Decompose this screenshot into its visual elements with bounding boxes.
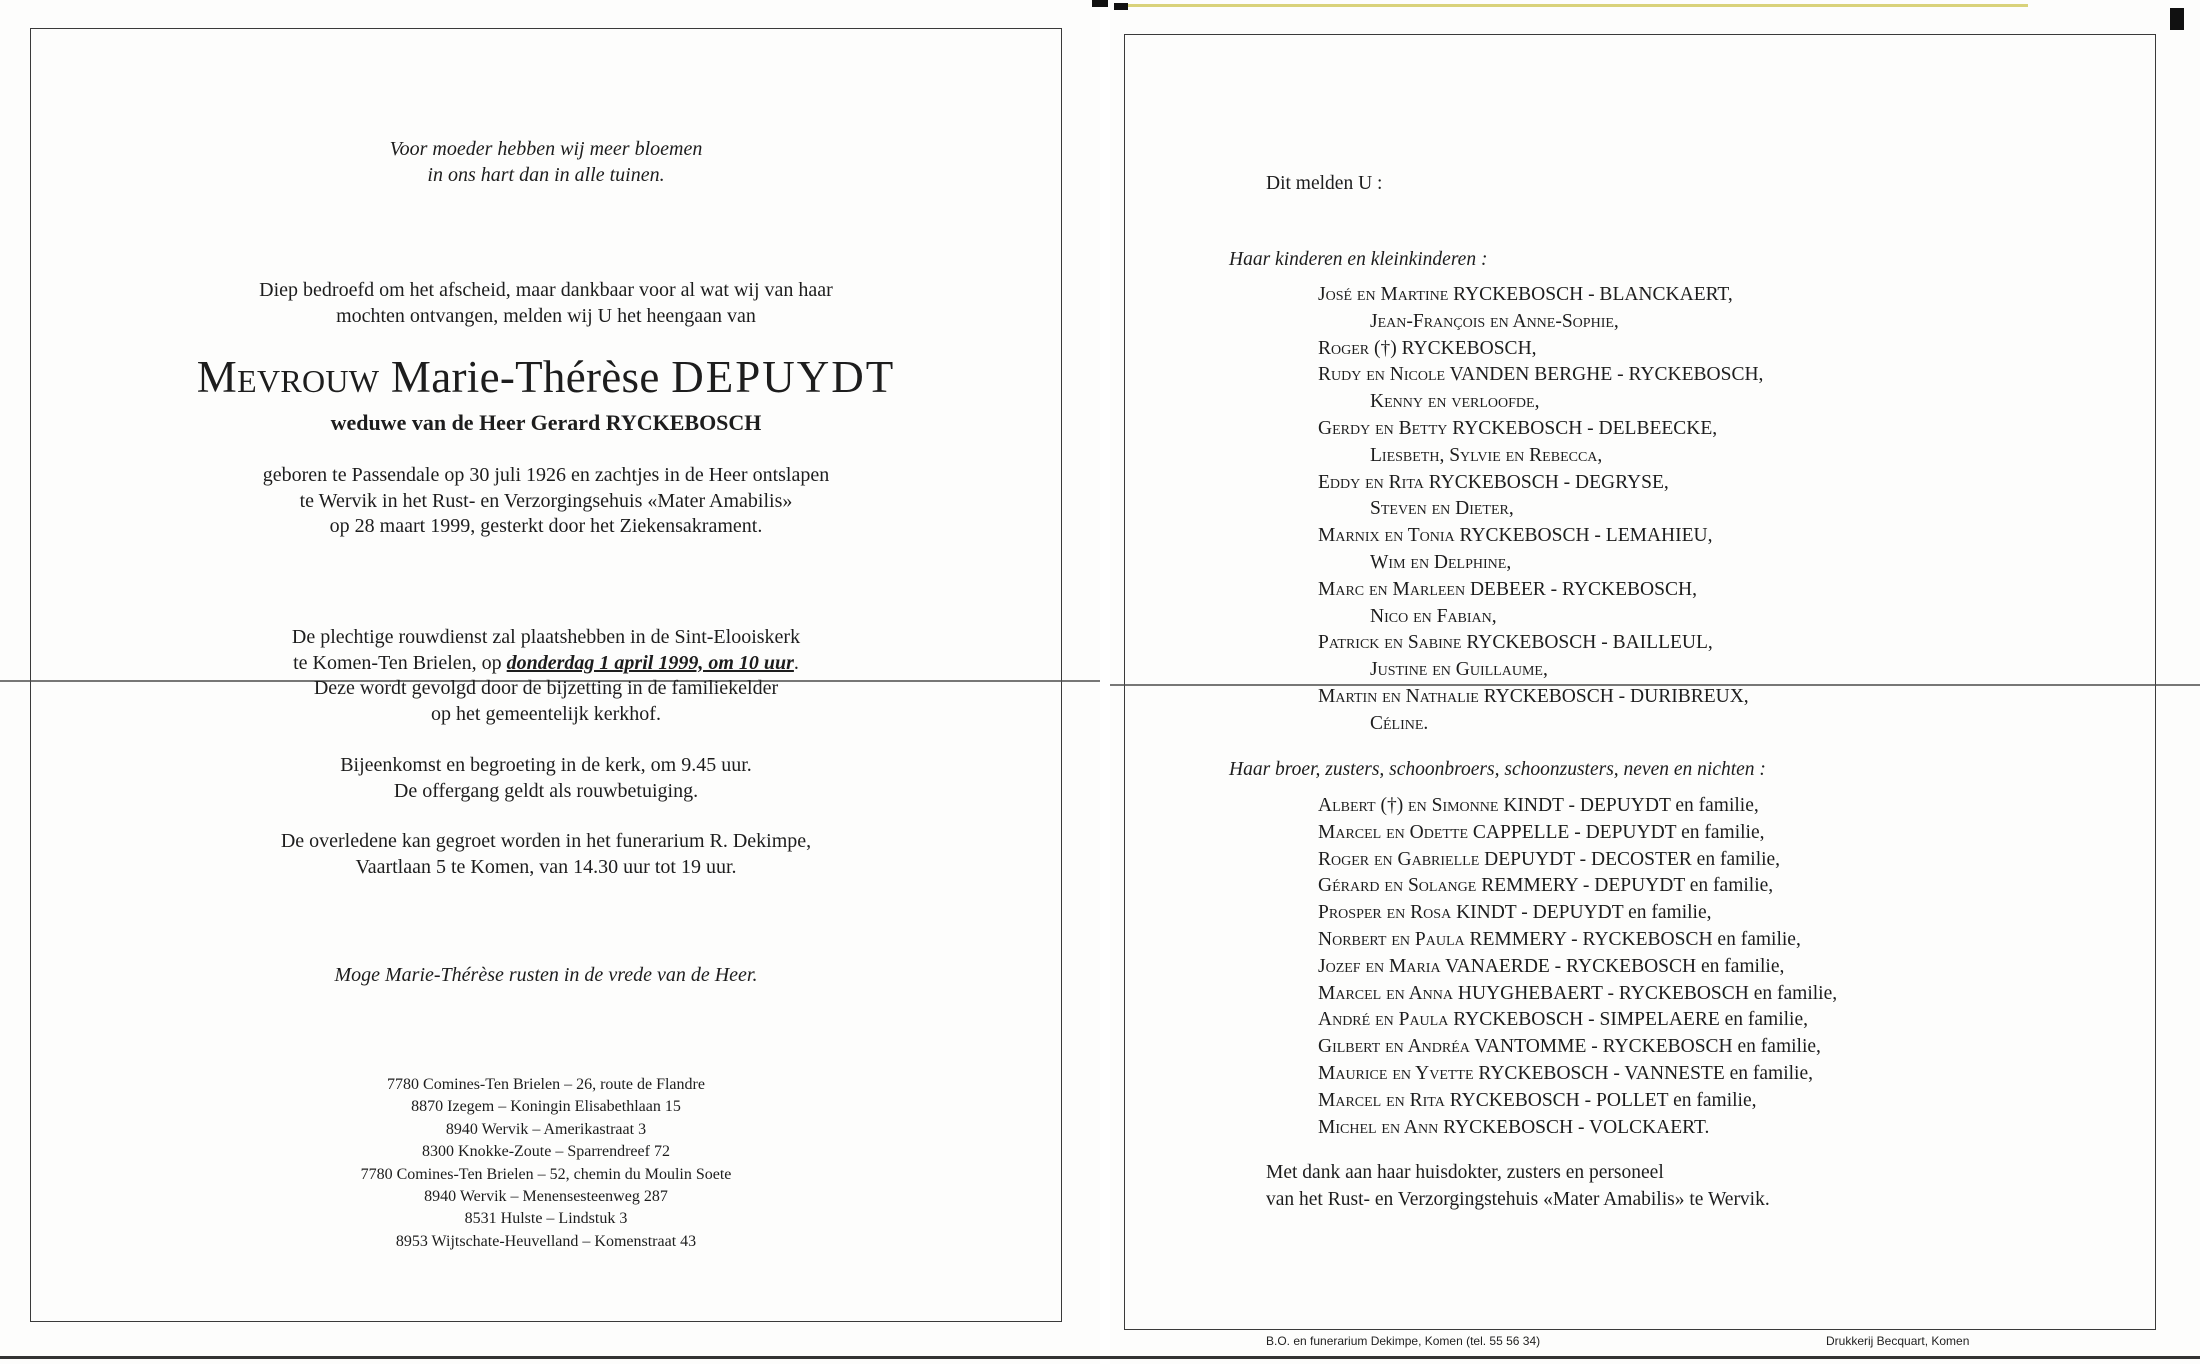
- first-names: Justine en Guillaume,: [1370, 659, 1548, 681]
- first-names: Marc en Marleen: [1318, 578, 1466, 600]
- first-names: Kenny en verloofde,: [1370, 391, 1540, 413]
- family-line: [1318, 630, 1763, 657]
- grandchildren-line: [1318, 550, 1763, 577]
- family-line: [1318, 282, 1763, 309]
- family-line: [1318, 336, 1763, 363]
- first-names: Marcel en Rita: [1318, 1089, 1445, 1111]
- family-line: [1318, 470, 1763, 497]
- first-names: Steven en Dieter,: [1370, 498, 1514, 520]
- family-line: [1318, 684, 1763, 711]
- thanks-line: van het Rust- en Verzorgingstehuis «Mater Amabilis» te Wervik.: [1266, 1188, 1770, 1210]
- surnames: RYCKEBOSCH - DELBEECKE,: [1447, 417, 1718, 439]
- first-names: Marcel en Odette: [1318, 821, 1469, 843]
- widow-of-text: weduwe van de Heer Gerard RYCKEBOSCH: [330, 410, 762, 435]
- first-names: Marnix en Tonia: [1318, 525, 1455, 547]
- funeral-director-note: B.O. en funerarium Dekimpe, Komen (tel. 55 56 34): [1266, 1334, 1541, 1348]
- surnames: RYCKEBOSCH - LEMAHIEU,: [1454, 525, 1713, 547]
- grandchildren-line: [1318, 604, 1763, 631]
- funerarium-text: [30, 829, 1062, 880]
- first-names: André en Paula: [1318, 1009, 1449, 1031]
- surnames: RYCKEBOSCH - BAILLEUL,: [1461, 632, 1713, 654]
- printer-note: Drukkerij Becquart, Komen: [1826, 1334, 1970, 1348]
- family-line: [1318, 577, 1763, 604]
- first-names: Wim en Delphine,: [1370, 551, 1512, 573]
- first-names: Patrick en Sabine: [1318, 632, 1462, 654]
- first-names: Gilbert en Andréa: [1318, 1036, 1470, 1058]
- gathering-text: [30, 753, 1062, 804]
- address-line: 8940 Wervik – Amerikastraat 3: [445, 1120, 647, 1138]
- thanks-text: [1266, 1160, 1770, 1214]
- family-line: [1318, 1061, 1837, 1088]
- grandchildren-line: [1318, 496, 1763, 523]
- thanks-line: Met dank aan haar huisdokter, zusters en personeel: [1266, 1162, 1664, 1183]
- family-line: [1318, 847, 1837, 874]
- first-names: Nico en Fabian,: [1370, 605, 1497, 627]
- closing-line: Moge Marie-Thérèse rusten in de vrede van de Heer.: [334, 964, 758, 986]
- first-names: Roger: [1318, 337, 1370, 359]
- family-addresses: [30, 1074, 1062, 1253]
- grandchildren-line: [1318, 389, 1763, 416]
- children-heading-text: Haar kinderen en kleinkinderen :: [1229, 249, 1488, 270]
- family-line: [1318, 362, 1763, 389]
- scan-edge-mark: [1092, 0, 1108, 7]
- service-line: De plechtige rouwdienst zal plaatshebben in de Sint-Elooiskerk: [291, 626, 801, 648]
- intro-text: [30, 278, 1062, 329]
- address-line: 7780 Comines-Ten Brielen – 52, chemin du Moulin Soete: [360, 1165, 732, 1183]
- family-line: [1318, 820, 1837, 847]
- funeral-service: [30, 625, 1062, 727]
- first-names: Roger en Gabrielle: [1318, 848, 1480, 870]
- service-date-time: donderdag 1 april 1999, om 10 uur: [506, 651, 794, 674]
- address-line: 8870 Izegem – Koningin Elisabethlaan 15: [411, 1098, 681, 1116]
- service-place: te Komen-Ten Brielen, op: [293, 651, 507, 674]
- scan-edge-mark-right: [1114, 3, 1128, 10]
- surnames: RYCKEBOSCH - BLANCKAERT,: [1448, 284, 1733, 305]
- announcement: [1266, 171, 1382, 198]
- siblings-heading-text: Haar broer, zusters, schoonbroers, schoonzusters, neven en nichten :: [1229, 759, 1766, 780]
- name-title: Mevrouw: [196, 352, 380, 402]
- family-line: [1318, 900, 1837, 927]
- first-names: Gerdy en Betty: [1318, 417, 1448, 439]
- closing-prayer: [30, 963, 1062, 989]
- scan-edge-highlight: [1128, 4, 2028, 7]
- service-line: op het gemeentelijk kerkhof.: [431, 702, 661, 725]
- surnames: DEBEER - RYCKEBOSCH,: [1465, 578, 1697, 600]
- funerarium-line: Vaartlaan 5 te Komen, van 14.30 uur tot 19 uur.: [355, 855, 737, 878]
- family-line: [1318, 1007, 1837, 1034]
- family-line: [1318, 1088, 1837, 1115]
- first-names: Jozef en Maria: [1318, 955, 1441, 977]
- surnames: REMMERY - RYCKEBOSCH en familie,: [1464, 928, 1801, 950]
- surnames: VANDEN BERGHE - RYCKEBOSCH,: [1445, 364, 1764, 386]
- address-line: 8531 Hulste – Lindstuk 3: [464, 1210, 628, 1228]
- address-line: 8300 Knokke-Zoute – Sparrendreef 72: [422, 1143, 670, 1161]
- service-line: [30, 651, 1062, 677]
- surnames: KINDT - DEPUYDT en familie,: [1451, 902, 1712, 924]
- siblings-list: [1318, 793, 1837, 1141]
- first-names: Prosper en Rosa: [1318, 902, 1452, 924]
- name-given: Marie-Thérèse: [390, 352, 660, 402]
- children-heading: [1229, 247, 1487, 274]
- first-names: Eddy en Rita: [1318, 471, 1424, 493]
- service-line: Deze wordt gevolgd door de bijzetting in de familiekelder: [313, 677, 779, 699]
- scan-bottom-edge: [0, 1356, 2200, 1359]
- grandchildren-line: [1318, 657, 1763, 684]
- family-line: [1318, 793, 1837, 820]
- surnames: KINDT - DEPUYDT en familie,: [1498, 795, 1759, 816]
- grandchildren-line: [1318, 711, 1763, 738]
- surnames: VANAERDE - RYCKEBOSCH en familie,: [1440, 955, 1785, 977]
- birth-death-text: [30, 463, 1062, 540]
- poem-line: Voor moeder hebben wij meer bloemen: [389, 138, 703, 160]
- children-list: [1318, 282, 1763, 738]
- first-names: José en Martine: [1318, 284, 1449, 305]
- family-line: [1318, 1115, 1837, 1142]
- address-line: 7780 Comines-Ten Brielen – 26, route de Flandre: [387, 1076, 705, 1093]
- surnames: RYCKEBOSCH - VANNESTE en familie,: [1473, 1062, 1813, 1084]
- first-names: Jean-François en Anne-Sophie,: [1370, 310, 1619, 332]
- surnames: RYCKEBOSCH - SIMPELAERE en familie,: [1448, 1009, 1809, 1031]
- surnames: RYCKEBOSCH - DURIBREUX,: [1478, 685, 1749, 707]
- first-names: Liesbeth, Sylvie en Rebecca,: [1370, 444, 1603, 466]
- surnames: RYCKEBOSCH - DEGRYSE,: [1423, 471, 1669, 493]
- grandchildren-line: [1318, 309, 1763, 336]
- intro-line: mochten ontvangen, melden wij U het heengaan van: [336, 304, 756, 327]
- first-names: Albert (†) en Simonne: [1318, 795, 1499, 816]
- first-names: Martin en Nathalie: [1318, 685, 1479, 707]
- poem: [30, 137, 1062, 188]
- surnames: (†) RYCKEBOSCH,: [1369, 337, 1537, 359]
- surnames: HUYGHEBAERT - RYCKEBOSCH en familie,: [1452, 982, 1838, 1004]
- deceased-name: [30, 350, 1062, 404]
- service-period: .: [793, 651, 799, 674]
- surnames: CAPPELLE - DEPUYDT en familie,: [1468, 821, 1765, 843]
- gathering-line: De offergang geldt als rouwbetuiging.: [393, 779, 699, 802]
- intro-line: Diep bedroefd om het afscheid, maar dankbaar voor al wat wij van haar: [259, 279, 833, 301]
- announcement-line: Dit melden U :: [1266, 173, 1383, 194]
- address-line: 8940 Wervik – Menensesteenweg 287: [424, 1188, 668, 1206]
- birth-death-line: geboren te Passendale op 30 juli 1926 en zachtjes in de Heer ontslapen: [262, 464, 830, 486]
- funerarium-line: De overledene kan gegroet worden in het funerarium R. Dekimpe,: [280, 830, 812, 852]
- siblings-heading: [1229, 757, 1766, 784]
- first-names: Céline.: [1370, 712, 1429, 734]
- gathering-line: Bijeenkomst en begroeting in de kerk, om 9.45 uur.: [340, 754, 752, 776]
- first-names: Marcel en Anna: [1318, 982, 1453, 1004]
- name-surname: DEPUYDT: [671, 352, 896, 402]
- surnames: RYCKEBOSCH - VOLCKAERT.: [1438, 1116, 1710, 1138]
- family-line: [1318, 981, 1837, 1008]
- poem-line: in ons hart dan in alle tuinen.: [427, 163, 665, 186]
- surnames: DEPUYDT - DECOSTER en familie,: [1479, 848, 1781, 870]
- birth-death-line: te Wervik in het Rust- en Verzorgingsehuis «Mater Amabilis»: [299, 489, 793, 512]
- scan-corner-mark: [2170, 8, 2184, 30]
- family-line: [1318, 416, 1763, 443]
- surnames: REMMERY - DEPUYDT en familie,: [1476, 875, 1774, 897]
- first-names: Rudy en Nicole: [1318, 364, 1446, 386]
- family-line: [1318, 954, 1837, 981]
- address-line: 8953 Wijtschate-Heuvelland – Komenstraat 43: [395, 1232, 697, 1250]
- family-line: [1318, 873, 1837, 900]
- surnames: RYCKEBOSCH - POLLET en familie,: [1444, 1089, 1757, 1111]
- birth-death-line: op 28 maart 1999, gesterkt door het Ziekensakrament.: [329, 515, 763, 537]
- first-names: Maurice en Yvette: [1318, 1062, 1474, 1084]
- surnames: VANTOMME - RYCKEBOSCH en familie,: [1469, 1036, 1821, 1058]
- family-line: [1318, 523, 1763, 550]
- family-line: [1318, 1034, 1837, 1061]
- first-names: Gérard en Solange: [1318, 875, 1477, 897]
- family-line: [1318, 927, 1837, 954]
- widow-of: [30, 408, 1062, 438]
- grandchildren-line: [1318, 443, 1763, 470]
- page-gutter: [1100, 0, 1110, 1364]
- first-names: Michel en Ann: [1318, 1116, 1439, 1138]
- first-names: Norbert en Paula: [1318, 928, 1465, 950]
